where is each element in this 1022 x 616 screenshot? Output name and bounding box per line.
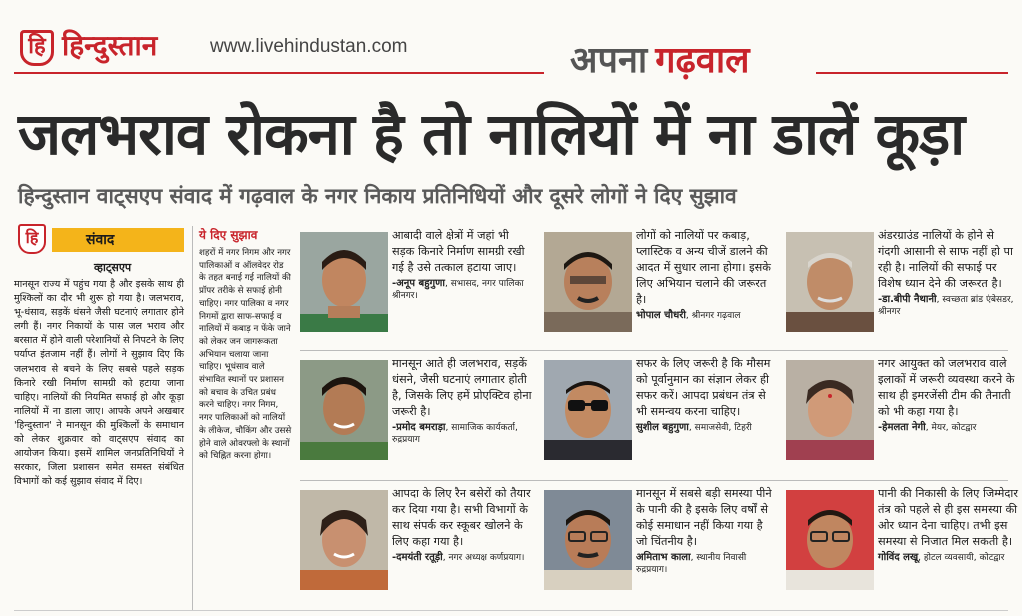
- quote-card: [300, 486, 532, 604]
- samvad-column: [14, 222, 184, 610]
- person-photo: [786, 490, 874, 590]
- row-divider: [300, 350, 1008, 351]
- attribution: [636, 422, 776, 434]
- attribution: [878, 422, 1018, 434]
- suggestions-title: ये दिए सुझाव: [199, 228, 258, 242]
- quote-text: [636, 228, 776, 322]
- person-name: -हेमलता नेगी: [878, 422, 926, 433]
- person-role: , होटल व्यवसायी, कोटद्वार: [918, 553, 1005, 563]
- quote-text: [878, 486, 1018, 564]
- headline: जलभराव रोकना है तो नालियों में ना डालें कूड़ा: [18, 100, 965, 168]
- section-title-part2: गढ़वाल: [655, 40, 750, 81]
- quote-body: मानसून में सबसे बड़ी समस्या पीने के पानी की है इसके लिए वर्षों से कोई समाधान नहीं किया गया है जो चिंतनीय है।: [636, 487, 772, 548]
- quote-text: [392, 486, 532, 564]
- person-role: , सामाजिक कार्यकर्ता, रुद्रप्रयाग: [392, 423, 518, 445]
- quote-card: [544, 486, 776, 604]
- person-role: , स्वच्छता ब्रांड एंबेसडर, श्रीनगर: [878, 295, 1014, 317]
- attribution: [392, 422, 532, 446]
- quote-card: [300, 356, 532, 474]
- quote-text: [392, 228, 532, 302]
- quote-card: [786, 486, 1018, 604]
- person-photo: [544, 232, 632, 332]
- person-name: -प्रमोद बमराड़ा: [392, 422, 446, 433]
- masthead-rule-left: [14, 72, 544, 74]
- person-role: , सभासद, नगर पालिका श्रीनगर।: [392, 279, 524, 301]
- masthead: [14, 12, 1008, 81]
- quote-card: [786, 228, 1018, 346]
- person-name: -अनूप बहुगुणा: [392, 278, 445, 289]
- quote-text: [878, 356, 1018, 434]
- person-name: अमिताभ काला: [636, 552, 691, 563]
- quote-card: [300, 228, 532, 346]
- person-photo: [544, 360, 632, 460]
- person-name: गोविंद लखू: [878, 552, 919, 563]
- site-url[interactable]: www.livehindustan.com: [210, 36, 408, 57]
- suggestions-body: शहरों में नगर निगम और नगर पालिकाओं व ऑलवेदर रोड के तहत बनाई गई नालियों की प्रॉपर तरीके से सफाई होनी चाहिए। नगर पालिका व नगर निगमों द्वारा साफ-सफाई व नालियों में कबाड़ न फेंके जाने को लेकर जन जागरूकता अभियान चलाया जाना चाहिए। भूधंसाव वाले संभावित स्थानों पर प्रशासन को बचाव के उचित प्रबंध करने चाहिए। नगर निगम, नगर पालिकाओं को नालियों के लीकेज, चौकिंग और उससे होने वाले ओवरफ्लो के स्थानों को चिह्नित करना होगा।: [199, 248, 292, 462]
- person-role: , श्रीनगर गढ़वाल: [685, 311, 741, 321]
- bottom-rule: [14, 610, 1008, 611]
- person-role: , नगर अध्यक्ष कर्णप्रयाग।: [442, 553, 525, 563]
- person-photo: [786, 232, 874, 332]
- person-name: भोपाल चौधरी: [636, 310, 686, 321]
- attribution: [392, 278, 532, 302]
- person-role: , स्थानीय निवासी रुद्रप्रयाग।: [636, 553, 747, 575]
- samvad-label: संवाद: [52, 228, 184, 252]
- samvad-logo: हि: [18, 224, 46, 254]
- person-photo: [300, 360, 388, 460]
- attribution: [392, 552, 532, 564]
- person-name: -डा.बीपी नैथानी: [878, 294, 937, 305]
- quote-body: नगर आयुक्त को जलभराव वाले इलाकों में जरूरी व्यवस्था करने के साथ ही इमरजेंसी टीम की तैनाती को भी कहा गया है।: [878, 357, 1015, 418]
- section-title: [570, 34, 750, 83]
- person-photo: [300, 232, 388, 332]
- quote-text: [636, 356, 776, 434]
- section-title-part1: अपना: [570, 40, 648, 81]
- samvad-subtitle: व्हाट्सएप: [94, 261, 132, 274]
- quote-body: आपदा के लिए रैन बसेरों को तैयार कर दिया गया है। सभी विभागों के साथ संपर्क कर स्कूबर खोलने के लिए कहा गया है।: [392, 487, 531, 548]
- suggestions-column: [192, 226, 292, 610]
- person-name: सुशील बहुगुणा: [636, 422, 689, 433]
- person-photo: [786, 360, 874, 460]
- row-divider: [300, 480, 1008, 481]
- samvad-header: [14, 222, 184, 256]
- quote-body: अंडरग्राउंड नालियों के होने से गंदगी आसानी से साफ नहीं हो पा रही है। नालियों की सफाई पर विशेष ध्यान देने की जरूरत है।: [878, 229, 1013, 290]
- quote-text: [636, 486, 776, 576]
- person-role: , समाजसेवी, टिहरी: [688, 423, 752, 433]
- attribution: [878, 552, 1018, 564]
- subheadline: हिन्दुस्तान वाट्सएप संवाद में गढ़वाल के नगर निकाय प्रतिनिधियों और दूसरे लोगों ने दिए सुझाव: [18, 184, 737, 208]
- quote-text: [878, 228, 1018, 318]
- quote-body: लोगों को नालियों पर कबाड़, प्लास्टिक व अन्य चीजें डालने की आदत में सुधार लाना होगा। इसके लिए अभियान चलाने की जरूरत है।: [636, 229, 771, 306]
- quote-card: [786, 356, 1018, 474]
- masthead-rule-right: [816, 72, 1008, 74]
- person-name: -दमयंती रतूड़ी: [392, 552, 443, 563]
- brand-name: हिन्दुस्तान: [62, 29, 158, 62]
- hindustan-logo: हि: [20, 30, 54, 66]
- person-role: , मेयर, कोटद्वार: [925, 423, 977, 433]
- attribution: [878, 294, 1018, 318]
- quote-text: [392, 356, 532, 446]
- person-photo: [300, 490, 388, 590]
- attribution: [636, 552, 776, 576]
- samvad-body: मानसून राज्य में पहुंच गया है और इसके साथ ही मुश्किलों का दौर भी शुरू हो गया है। जलभराव, भू-धंसाव, सड़कें धंसने जैसी घटनाएं लगातार होने लगी हैं। नगर निकायों के पास जल भराव और बरसात में होने वाली परेशानियों से निपटने के लिए पर्याप्त इंतजाम नहीं हैं। लोगों ने सुझाव दिए कि जलभराव से बचने के लिए सबसे पहले सड़क किनारे रखी निर्माण सामग्री को हटाया जाना चाहिए। नालियों की नियमित सफाई हो और कूड़ा नालियों में ना डाला जाए। आपके अपने अखबार 'हिन्दुस्तान' ने मानसून की मुश्किलों के समाधान को लेकर शुक्रवार को वाट्सएप संवाद का आयोजन किया। इसमें शामिल जनप्रतिनिधियों ने सरकार, जिला प्रशासन समेत समस्त संबंधित विभागों को कई सुझाव संवाद में दिए।: [14, 279, 184, 488]
- attribution: [636, 310, 776, 322]
- person-photo: [544, 490, 632, 590]
- quote-body: आबादी वाले क्षेत्रों में जहां भी सड़क किनारे निर्माण सामग्री रखी गई है उसे तत्काल हटाया जाए।: [392, 229, 525, 274]
- quote-body: मानसून आते ही जलभराव, सड़कें धंसने, जैसी घटनाएं लगातार होती है, जिसके लिए हमें प्रोएक्टिव होना जरूरी है।: [392, 357, 532, 418]
- quote-card: [544, 356, 776, 474]
- quote-body: सफर के लिए जरूरी है कि मौसम को पूर्वानुमान का संज्ञान लेकर ही सफर करें। आपदा प्रबंधन तंत्र से भी समन्वय करना चाहिए।: [636, 357, 771, 418]
- quote-card: [544, 228, 776, 346]
- quote-body: पानी की निकासी के लिए जिम्मेदार तंत्र को पहले से ही इस समस्या की ओर ध्यान देना चाहिए। तभी इस समस्या से निजात मिल सकती है।: [878, 487, 1018, 548]
